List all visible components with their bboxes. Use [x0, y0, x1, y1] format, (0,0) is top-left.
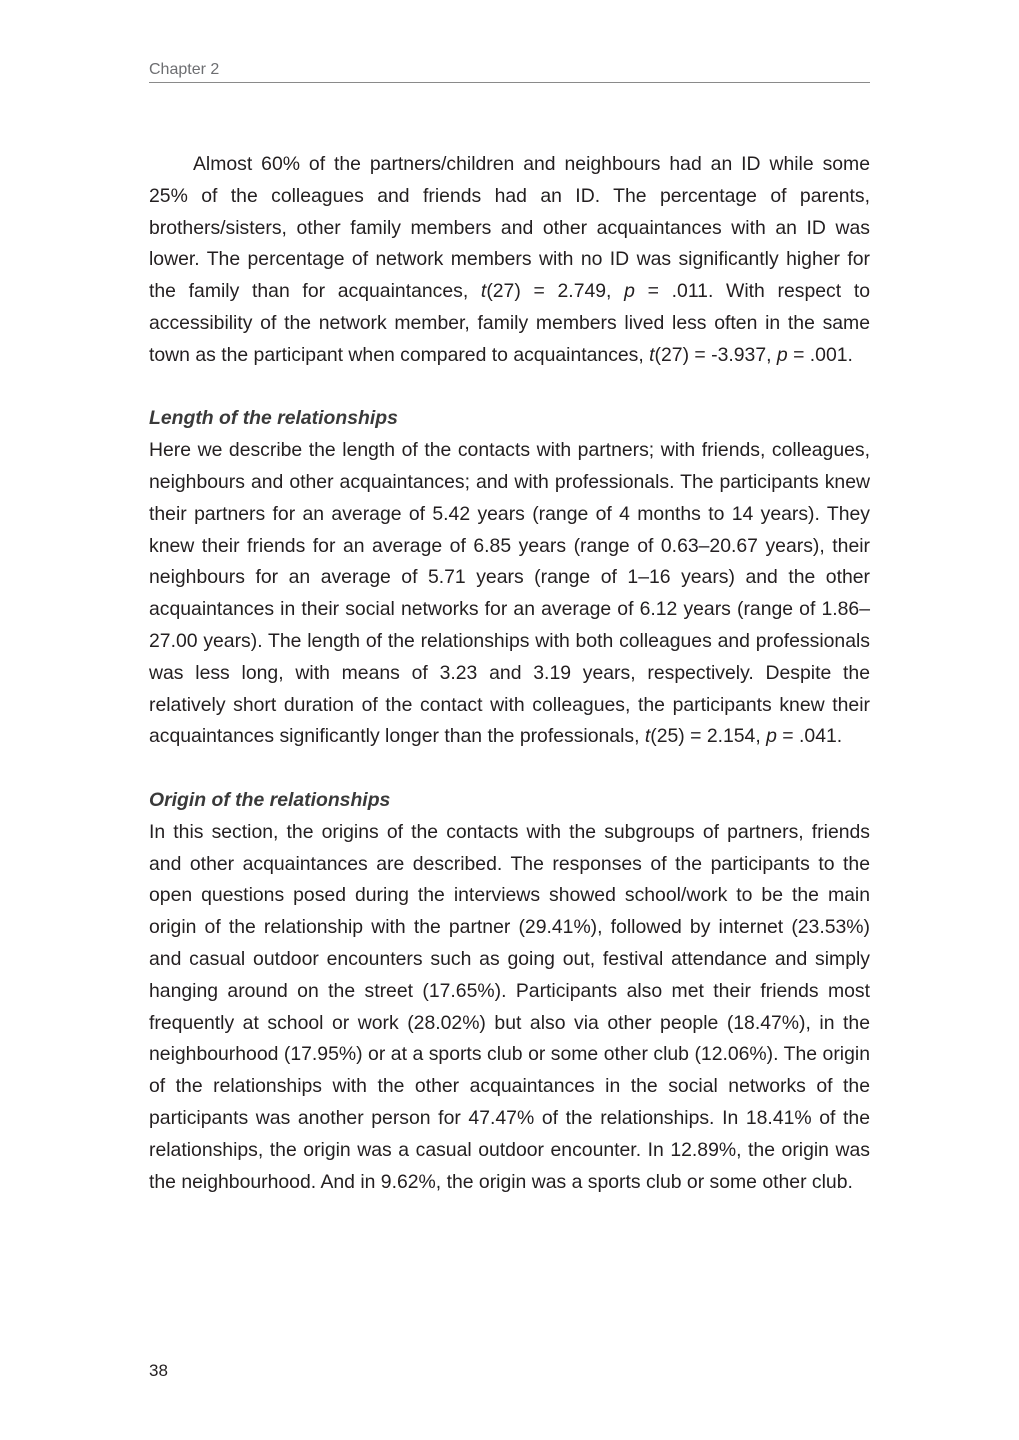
section-heading-origin: Origin of the relationships	[149, 788, 391, 811]
stat-value: = .041.	[776, 725, 843, 748]
stat-symbol: t	[644, 725, 651, 748]
stat-symbol: t	[649, 343, 655, 366]
stat-symbol: p	[776, 343, 788, 366]
section-heading-length: Length of the relationships	[149, 407, 398, 430]
stat-symbol: p	[624, 280, 635, 303]
paragraph-length	[149, 435, 870, 753]
running-head: Chapter 2	[149, 59, 870, 83]
page-body	[149, 149, 870, 1198]
stat-value: (27) = 2.749,	[486, 280, 625, 303]
paragraph-text: Almost 60% of the partners/children and neighbours had an ID while some 25% of the colleagues and friends had an ID. The percentage of parents, brothers/sisters, other family members and other acquaintances with an ID was lower. The percentage of network members with no ID was significantly higher for the family than for acquaintances,	[149, 153, 870, 303]
stat-value: = .001.	[787, 343, 853, 366]
stat-value: (27) = -3.937,	[654, 343, 777, 366]
paragraph-text: Here we describe the length of the contacts with partners; with friends, colleagues, neighbours and other acquaintances; and with professionals. The participants knew their partners for an average of 5.42 years (range of 4 months to 14 years). They knew their friends for an average of 6.85 years (range of 0.63–20.67 years), their neighbours for an average of 5.71 years (range of 1–16 years) and the other acquaintances in their social networks for an average of 6.12 years (range of 1.86–27.00 years). The length of the relationships with both colleagues and professionals was less long, with means of 3.23 and 3.19 years, respectively. Despite the relatively short duration of the contact with colleagues, the participants knew their acquaintances significantly longer than the professionals,	[149, 439, 870, 748]
paragraph-origin: In this section, the origins of the contacts with the subgroups of partners, friends and other acquaintances are described. The responses of the participants to the open questions posed during the interviews showed school/work to be the main origin of the relationship with the partner (29.41%), followed by internet (23.53%) and casual outdoor encounters such as going out, festival attendance and simply hanging around on the street (17.65%). Participants also met their friends most frequently at school or work (28.02%) but also via other people (18.47%), in the neighbourhood (17.95%) or at a sports club or some other club (12.06%). The origin of the relationships with the other acquaintances in the social networks of the participants was another person for 47.47% of the relationships. In 18.41% of the relationships, the origin was a casual outdoor encounter. In 12.89%, the origin was the neighbourhood. And in 9.62%, the origin was a sports club or some other club.	[149, 820, 870, 1193]
paragraph-text: = .011. With respect to accessibility of the network member, family members lived less often in the same town as the participant when compared to acquaintances,	[149, 280, 870, 366]
page-number: 38	[149, 1361, 168, 1380]
stat-symbol: p	[766, 725, 777, 748]
paragraph-id-accessibility	[149, 149, 870, 372]
stat-value: (25) = 2.154,	[650, 725, 767, 748]
stat-symbol: t	[480, 280, 487, 303]
